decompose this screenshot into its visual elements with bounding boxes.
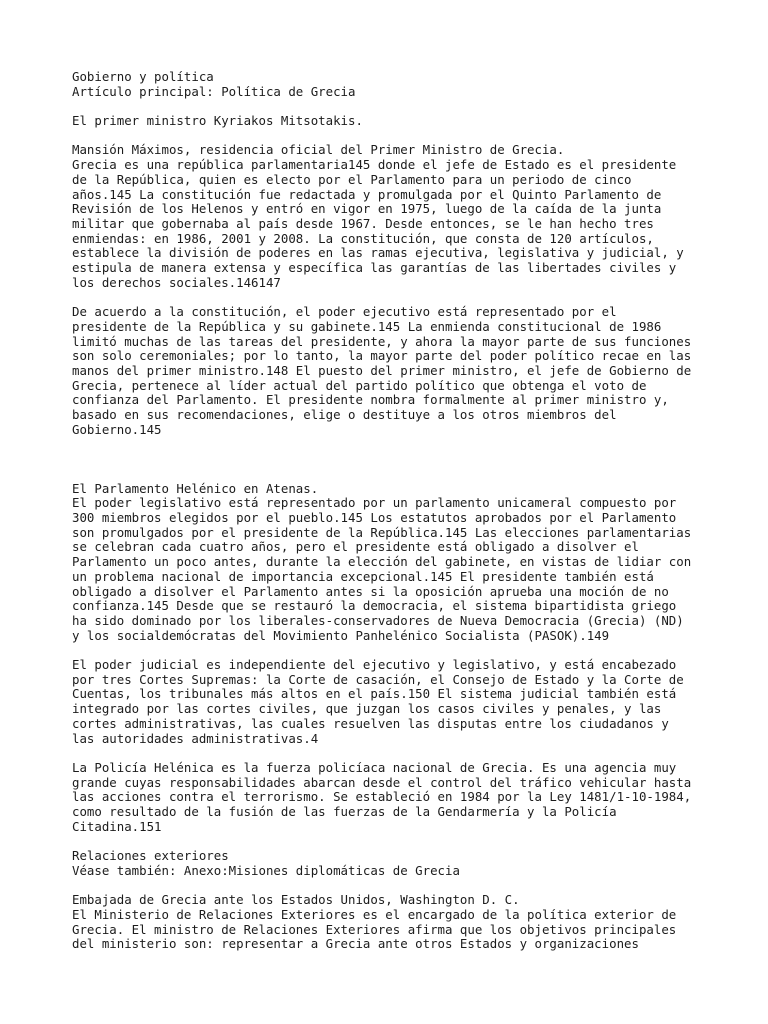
text-line: Véase también: Anexo:Misiones diplomáticas de Grecia xyxy=(72,862,460,878)
text-line: Revisión de los Helenos y entró en vigor en 1975, luego de la caída de la junta xyxy=(72,201,662,217)
text-line: De acuerdo a la constitución, el poder ejecutivo está representado por el xyxy=(72,304,617,320)
text-line: se celebran cada cuatro años, pero el presidente está obligado a disolver el xyxy=(72,539,639,555)
text-line: El poder legislativo está representado por un parlamento unicameral compuesto por xyxy=(72,495,677,511)
text-line: Parlamento un poco antes, durante la elección del gabinete, en vistas de lidiar con xyxy=(72,554,692,570)
text-line: El poder judicial es independiente del ejecutivo y legislativo, y está encabezado xyxy=(72,657,677,673)
paragraph-gap xyxy=(72,99,712,114)
text-line: Citadina.151 xyxy=(72,818,162,834)
text-line: Artículo principal: Política de Grecia xyxy=(72,83,356,99)
text-line: integrado por las cortes civiles, que juzgan los casos civiles y penales, y las xyxy=(72,701,662,717)
text-line: Mansión Máximos, residencia oficial del Primer Ministro de Grecia. xyxy=(72,142,565,158)
text-line: las autoridades administrativas.4 xyxy=(72,730,319,746)
para-constitucion xyxy=(72,143,712,290)
text-line: los derechos sociales.146147 xyxy=(72,274,281,290)
text-line: limitó muchas de las tareas del presidente, y ahora la mayor parte de sus funciones xyxy=(72,333,692,349)
caption-pm xyxy=(72,114,712,129)
text-line: 300 miembros elegidos por el pueblo.145 Los estatutos aprobados por el Parlamento xyxy=(72,510,677,526)
text-line: confianza del Parlamento. El presidente nombra formalmente al primer ministro y, xyxy=(72,392,669,408)
text-line: La Policía Helénica es la fuerza policíaca nacional de Grecia. Es una agencia muy xyxy=(72,759,677,775)
text-line: presidente de la República y su gabinete.145 La enmienda constitucional de 1986 xyxy=(72,318,662,334)
text-line: Gobierno.145 xyxy=(72,421,162,437)
text-line: establece la división de poderes en las ramas ejecutiva, legislativa y judicial, y xyxy=(72,245,684,261)
para-exteriores xyxy=(72,893,712,952)
text-line: y los socialdemócratas del Movimiento Panhelénico Socialista (PASOK).149 xyxy=(72,627,610,643)
para-policia xyxy=(72,761,712,835)
text-line: estipula de manera extensa y específica las garantías de las libertades civiles y xyxy=(72,260,677,276)
text-line: El Ministerio de Relaciones Exteriores es el encargado de la política exterior de xyxy=(72,906,677,922)
paragraph-gap xyxy=(72,834,712,849)
paragraph-gap xyxy=(72,746,712,761)
text-line: Grecia es una república parlamentaria145 donde el jefe de Estado es el presidente xyxy=(72,157,677,173)
text-line: por tres Cortes Supremas: la Corte de casación, el Consejo de Estado y la Corte de xyxy=(72,671,684,687)
text-line: son promulgados por el presidente de la República.145 Las elecciones parlamentarias xyxy=(72,524,692,540)
text-line: cortes administrativas, las cuales resuelven las disputas entre los ciudadanos y xyxy=(72,715,669,731)
document-body xyxy=(72,70,712,952)
para-legislativo xyxy=(72,482,712,644)
paragraph-gap xyxy=(72,643,712,658)
text-line: manos del primer ministro.148 El puesto del primer ministro, el jefe de Gobierno de xyxy=(72,363,692,379)
text-line: las acciones contra el terrorismo. Se estableció en 1984 por la Ley 1481/1-10-1984, xyxy=(72,789,692,805)
text-line: son solo ceremoniales; por lo tanto, la mayor parte del poder político recae en las xyxy=(72,348,692,364)
text-line: Relaciones exteriores xyxy=(72,848,229,864)
gobierno-heading xyxy=(72,70,712,99)
text-line: Grecia, pertenece al líder actual del partido político que obtenga el voto de xyxy=(72,377,647,393)
para-judicial xyxy=(72,658,712,746)
text-line: grande cuyas responsabilidades abarcan desde el control del tráfico vehicular hasta xyxy=(72,774,692,790)
text-line: como resultado de la fusión de las fuerzas de la Gendarmería y la Policía xyxy=(72,804,617,820)
text-line: El primer ministro Kyriakos Mitsotakis. xyxy=(72,113,363,129)
text-line: militar que gobernaba al país desde 1967. Desde entonces, se le han hecho tres xyxy=(72,216,654,231)
text-line: Grecia. El ministro de Relaciones Exteriores afirma que los objetivos principales xyxy=(72,921,677,937)
text-line: Gobierno y política xyxy=(72,69,214,84)
text-line: basado en sus recomendaciones, elige o destituye a los otros miembros del xyxy=(72,407,617,423)
text-line: años.145 La constitución fue redactada y promulgada por el Quinto Parlamento de xyxy=(72,186,662,202)
paragraph-gap xyxy=(72,438,712,482)
para-ejecutivo xyxy=(72,305,712,437)
text-line: del ministerio son: representar a Grecia ante otros Estados y organizaciones xyxy=(72,936,639,952)
text-line: confianza.145 Desde que se restauró la democracia, el sistema bipartidista griego xyxy=(72,598,677,614)
text-line: enmiendas: en 1986, 2001 y 2008. La constitución, que consta de 120 artículos, xyxy=(72,230,654,246)
text-line: de la República, quien es electo por el Parlamento para un periodo de cinco xyxy=(72,171,632,187)
text-line: Embajada de Grecia ante los Estados Unidos, Washington D. C. xyxy=(72,892,520,908)
paragraph-gap xyxy=(72,129,712,144)
text-line: obligado a disolver el Parlamento antes si la oposición aprueba una moción de no xyxy=(72,583,669,599)
paragraph-gap xyxy=(72,291,712,306)
relaciones-heading xyxy=(72,849,712,878)
paragraph-gap xyxy=(72,879,712,894)
text-line: ha sido dominado por los liberales-conservadores de Nueva Democracia (Grecia) (ND) xyxy=(72,612,684,628)
text-line: un problema nacional de importancia excepcional.145 El presidente también está xyxy=(72,568,654,584)
text-line: Cuentas, los tribunales más altos en el país.150 El sistema judicial también está xyxy=(72,686,677,702)
text-line: El Parlamento Helénico en Atenas. xyxy=(72,480,319,496)
